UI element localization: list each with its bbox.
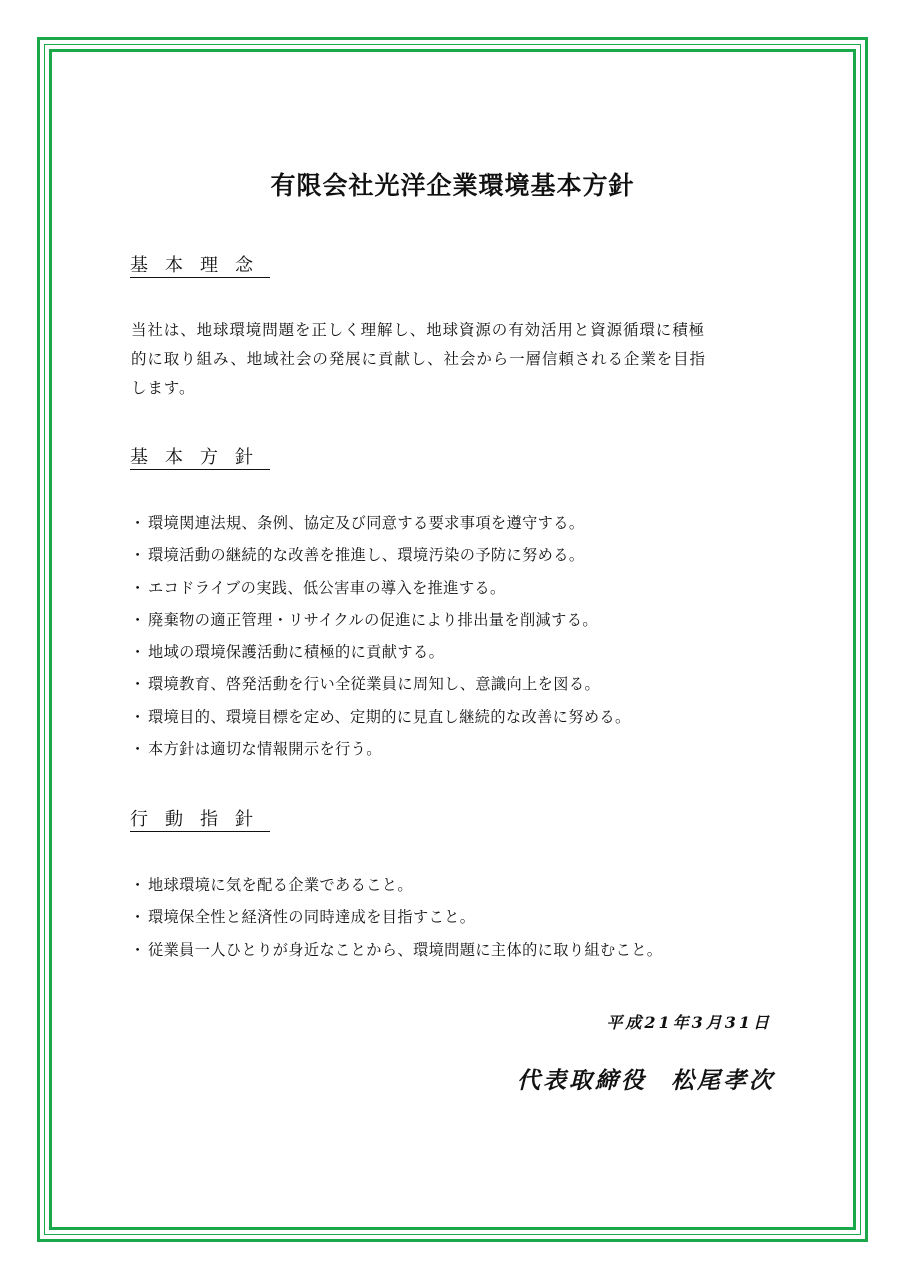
philosophy-line: 的に取り組み、地域社会の発展に貢献し、社会から一層信頼される企業を目指 [131,350,706,368]
conduct-item-text: 環境保全性と経済性の同時達成を目指すこと。 [148,908,476,927]
bullet-mark: ・ [130,876,146,894]
policy-item-text: エコドライブの実践、低公害車の導入を推進する。 [148,578,506,597]
conduct-item-text: 地球環境に気を配る企業であること。 [148,876,413,894]
conduct-item-text: 従業員一人ひとりが身近なことから、環境問題に主体的に取り組むこと。 [148,940,663,959]
list-item [130,604,631,636]
philosophy-line: 当社は、地球環境問題を正しく理解し、地球資源の有効活用と資源循環に積極 [131,321,706,339]
list-item [130,901,662,933]
bullet-mark: ・ [130,610,146,629]
list-item [130,572,631,604]
list-item [130,636,631,668]
bullet-mark: ・ [130,514,146,532]
policy-item-text: 環境目的、環境目標を定め、定期的に見直し継続的な改善に努める。 [148,707,631,726]
bullet-mark: ・ [130,578,146,597]
signatory-title: 代表取締役 [517,1067,647,1094]
document-title: 有限会社光洋企業環境基本方針 [270,171,635,200]
signature-block [517,1062,775,1095]
list-item [130,701,631,733]
bullet-mark: ・ [130,908,146,927]
policy-item-text: 地域の環境保護活動に積極的に貢献する。 [148,643,445,662]
bullet-mark: ・ [130,940,146,959]
bullet-mark: ・ [130,546,146,565]
section-heading-policy: 基本方針 [130,447,270,468]
list-item [130,733,631,765]
list-item [130,934,662,966]
bullet-mark: ・ [130,740,146,759]
policy-item-text: 廃棄物の適正管理・リサイクルの促進により排出量を削減する。 [148,610,598,629]
list-item [130,507,631,539]
policy-item-text: 本方針は適切な情報開示を行う。 [148,740,382,759]
signatory-name: 松尾孝次 [671,1067,775,1094]
list-item [130,869,662,901]
bullet-mark: ・ [130,707,146,726]
philosophy-line: します。 [131,379,196,397]
policy-item-text: 環境教育、啓発活動を行い全従業員に周知し、意識向上を図る。 [148,675,601,694]
bullet-mark: ・ [130,643,146,662]
section-heading-conduct: 行動指針 [130,809,270,830]
policy-list [130,507,631,765]
bullet-mark: ・ [130,675,146,694]
philosophy-text [131,316,786,403]
list-item [130,539,631,571]
conduct-list [130,869,662,966]
policy-item-text: 環境活動の継続的な改善を推進し、環境汚染の予防に努める。 [148,546,585,565]
section-heading-philosophy: 基本理念 [130,255,270,276]
list-item [130,668,631,700]
issue-date: 平成21年3月31日 [606,1013,772,1032]
policy-item-text: 環境関連法規、条例、協定及び同意する要求事項を遵守する。 [148,514,585,532]
